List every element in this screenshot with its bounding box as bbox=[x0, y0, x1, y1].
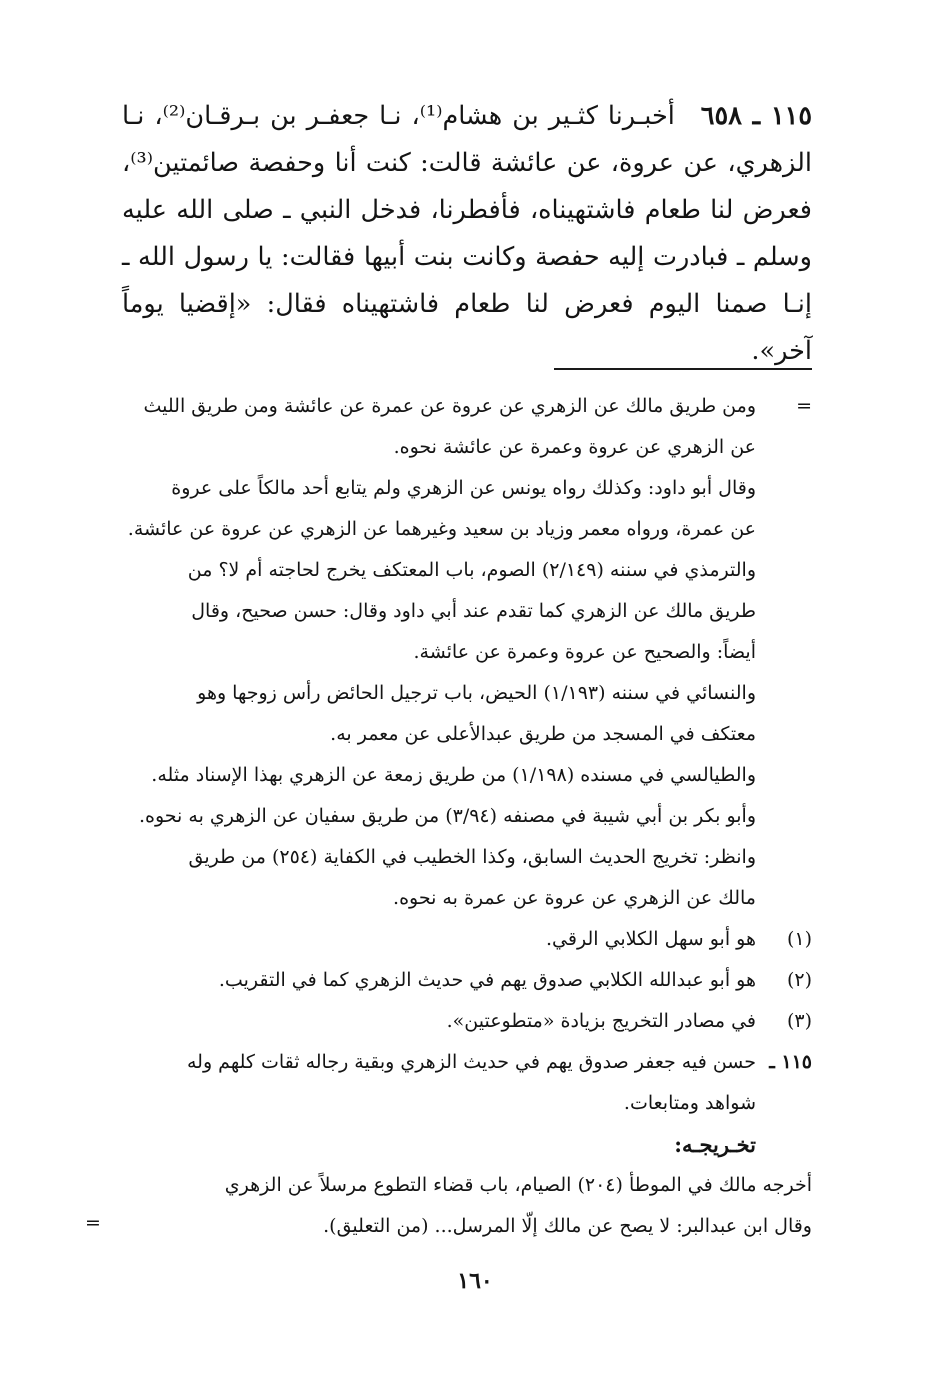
footnote-text: هو أبو سهل الكلابي الرقي. bbox=[546, 928, 756, 950]
footnote-text: هو أبو عبدالله الكلابي صدوق يهم في حديث الزهري كما في التقريب. bbox=[218, 969, 756, 991]
footnote-text: والترمذي في سننه (٢/١٤٩) الصوم، باب المعتكف يخرج لحاجته أم لا؟ من bbox=[187, 559, 756, 581]
grading-number: ١١٥ ـ bbox=[769, 1051, 812, 1073]
footnote-text: والنسائي في سننه (١/١٩٣) الحيض، باب ترجيل الحائض رأس زوجها وهو bbox=[197, 682, 756, 704]
page-number: ١٦٠ bbox=[457, 1268, 493, 1294]
footnote-text: والطيالسي في مسنده (١/١٩٨) من طريق زمعة عن الزهري بهذا الإسناد مثله. bbox=[151, 764, 756, 786]
footnote-text: وأبو بكر بن أبي شيبة في مصنفه (٣/٩٤) من طريق سفيان عن الزهري به نحوه. bbox=[138, 805, 756, 827]
takhrij-text: أخرجه مالك في الموطأ (٢٠٤) الصيام، باب قضاء التطوع مرسلاً عن الزهري bbox=[224, 1174, 812, 1196]
footnote-text: وقال أبو داود: وكذلك رواه يونس عن الزهري ولم يتابع أحد مالكاً على عروة bbox=[171, 477, 756, 499]
footnote-line bbox=[112, 632, 812, 673]
footnote-divider bbox=[554, 368, 812, 370]
footnote-line bbox=[112, 755, 812, 796]
footnote-line bbox=[112, 509, 812, 550]
hadith-number: ١١٥ ـ ٦٥٨ bbox=[700, 101, 813, 131]
continuation-mark-end: = bbox=[85, 1212, 101, 1234]
footnote-2 bbox=[112, 960, 812, 1001]
footnote-line bbox=[112, 673, 812, 714]
footnote-line bbox=[112, 386, 812, 427]
grading-text: حسن فيه جعفر صدوق يهم في حديث الزهري وبقية رجاله ثقات كلهم وله bbox=[186, 1051, 756, 1073]
takhrij-line bbox=[112, 1206, 812, 1247]
footnote-line bbox=[112, 468, 812, 509]
grading-text: شواهد ومتابعات. bbox=[623, 1092, 756, 1114]
continuation-mark: = bbox=[796, 395, 812, 417]
footnote-text: طريق مالك عن الزهري كما تقدم عند أبي داود وقال: حسن صحيح، وقال bbox=[191, 600, 756, 622]
footnote-text: وانظر: تخريج الحديث السابق، وكذا الخطيب في الكفاية (٢٥٤) من طريق bbox=[188, 846, 756, 868]
grading-note-continued bbox=[112, 1083, 812, 1124]
takhrij-line bbox=[112, 1165, 812, 1206]
footnote-text: معتكف في المسجد من طريق عبدالأعلى عن معمر به. bbox=[330, 723, 756, 745]
footnote-text: مالك عن الزهري عن عروة عن عمرة به نحوه. bbox=[393, 887, 756, 909]
takhrij-heading: تخـريجـه: bbox=[674, 1132, 756, 1157]
footnote-line bbox=[112, 427, 812, 468]
footnote-number: (٣) bbox=[786, 1010, 812, 1032]
footnote-text: في مصادر التخريج بزيادة «متطوعتين». bbox=[446, 1010, 756, 1032]
footnote-text: ومن طريق مالك عن الزهري عن عروة عن عمرة عن عائشة ومن طريق الليث bbox=[143, 395, 756, 417]
footnote-line bbox=[112, 550, 812, 591]
footnote-line bbox=[112, 714, 812, 755]
hadith-paragraph bbox=[122, 93, 812, 375]
grading-note bbox=[112, 1042, 812, 1083]
footnote-1 bbox=[112, 919, 812, 960]
footnote-text: عن عمرة، ورواه معمر وزياد بن سعيد وغيرهما عن الزهري عن عروة عن عائشة. bbox=[127, 518, 756, 540]
takhrij-text: وقال ابن عبدالبر: لا يصح عن مالك إلّا المرسل... (من التعليق). bbox=[323, 1215, 812, 1237]
footnote-number: (٢) bbox=[786, 969, 812, 991]
footnote-text: أيضاً: والصحيح عن عروة وعمرة عن عائشة. bbox=[413, 641, 756, 663]
footnote-line bbox=[112, 878, 812, 919]
footnote-line bbox=[112, 591, 812, 632]
footnote-number: (١) bbox=[786, 928, 812, 950]
hadith-text: أخبـرنا كثـير بن هشام⁽¹⁾، نـا جعفـر بن بـرقـان⁽²⁾، نـا الزهري، عن عروة، عن عائشة قالت: كنت أنا وحفصة صائمتين⁽³⁾، فعرض لنا طعام فاشتهيناه، فأفطرنا، فدخل النبي ـ صلى الله عليه وسلم ـ فبادرت إليه حفصة وكانت بنت أبيها فقالت: يا رسول الله ـ إنـا صمنا اليوم فعرض لنا طعام فاشتهيناه فقال: «إقضيا يوماً آخر». bbox=[122, 101, 812, 366]
footnote-text: عن الزهري عن عروة وعمرة عن عائشة نحوه. bbox=[393, 436, 756, 458]
footnotes-section bbox=[112, 386, 812, 1247]
footnote-line bbox=[112, 796, 812, 837]
footnote-3 bbox=[112, 1001, 812, 1042]
footnote-line bbox=[112, 837, 812, 878]
